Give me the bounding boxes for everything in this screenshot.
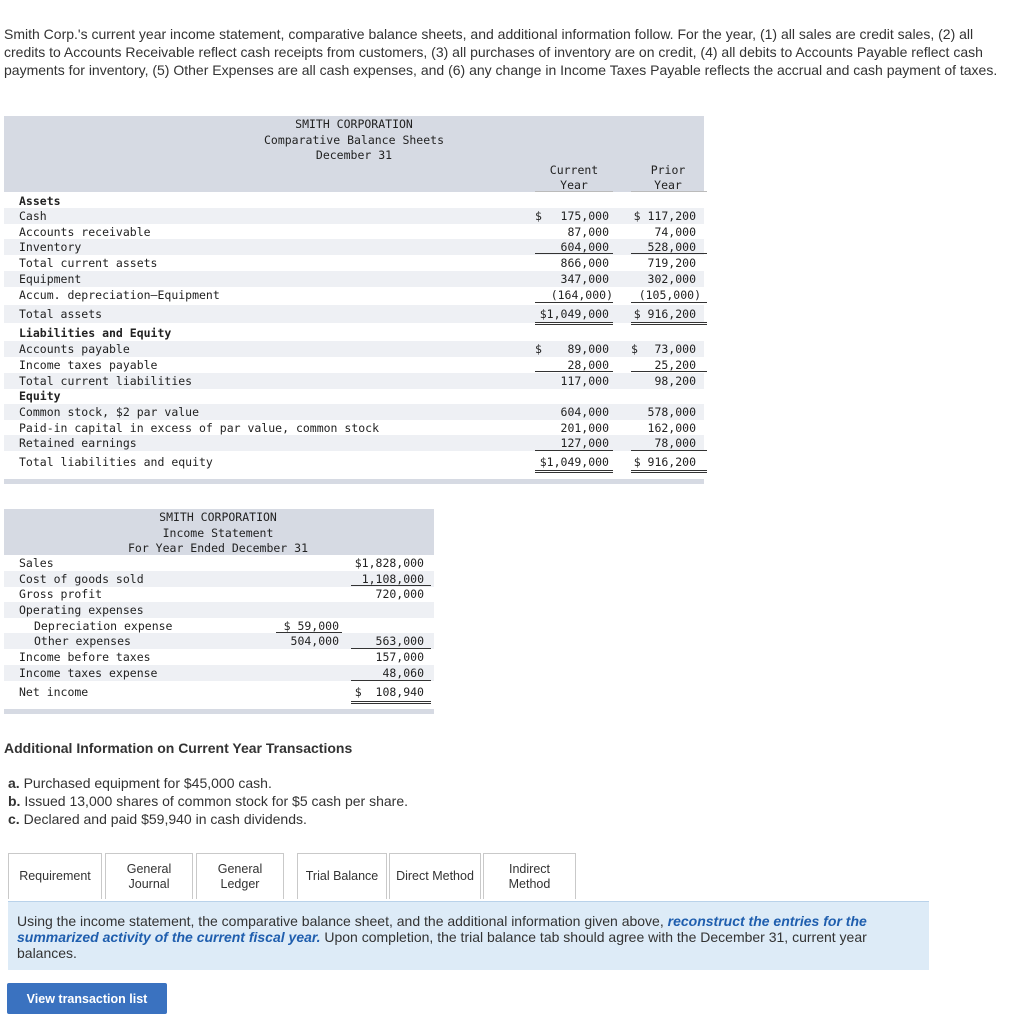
table-row: Total current liabilities 117,000 98,200	[4, 373, 704, 389]
table-row: Operating expenses	[4, 602, 434, 618]
assets-heading-row: Assets	[19, 194, 61, 208]
table-row: Total liabilities and equity $1,049,000 $ 916,200	[19, 455, 696, 469]
tab-indirect-method[interactable]: Indirect Method	[483, 853, 576, 899]
tab-general-ledger[interactable]: General Ledger	[196, 853, 284, 899]
col-header-current: Current Year	[549, 163, 599, 192]
table-row: Cash $ 175,000 $ 117,200	[4, 208, 704, 224]
balance-sheet-title	[254, 117, 454, 164]
additional-info-title: Additional Information on Current Year Transactions	[4, 740, 353, 756]
equity-heading-row: Equity	[19, 389, 61, 403]
statement-date: December 31	[315, 148, 393, 162]
income-statement	[4, 509, 434, 716]
additional-info-list	[8, 774, 408, 828]
table-row: Accounts payable $ 89,000 $ 73,000	[4, 341, 704, 357]
table-row: Income taxes payable 28,000 25,200	[19, 358, 696, 372]
requirement-text: Using the income statement, the comparative balance sheet, and the additional information given above, reconstruct the entries for the summarized activity of the current fiscal year. Upon completion, the trial balance tab should agree with the December 31, current year balances.	[17, 913, 867, 961]
table-row: Depreciation expense $ 59,000	[34, 619, 339, 633]
table-row: Income taxes expense 48,060	[4, 665, 434, 681]
income-statement-title: SMITH CORPORATION Income Statement For Year Ended December 31	[127, 510, 308, 555]
table-row: Total current assets 866,000 719,200	[19, 256, 696, 270]
balance-sheet	[4, 116, 704, 486]
list-item: b. Issued 13,000 shares of common stock for $5 cash per share.	[8, 793, 408, 809]
tab-requirement[interactable]: Requirement	[8, 853, 102, 899]
table-row: Net income $ 108,940	[19, 685, 424, 699]
table-row: Cost of goods sold 1,108,000	[4, 571, 434, 587]
table-row: Income before taxes 157,000	[19, 650, 424, 664]
list-item: c. Declared and paid $59,940 in cash dividends.	[8, 811, 307, 827]
table-row: Sales $1,828,000	[19, 556, 424, 570]
table-bottom-bar	[4, 709, 434, 714]
tab-trial-balance[interactable]: Trial Balance	[297, 853, 387, 899]
table-row: Gross profit 720,000	[19, 587, 424, 601]
view-transaction-list-button[interactable]: View transaction list	[7, 983, 167, 1014]
table-row: Inventory 604,000 528,000	[4, 239, 704, 255]
table-row: Total assets $1,049,000 $ 916,200	[4, 305, 704, 323]
problem-intro: Smith Corp.'s current year income statement, comparative balance sheets, and additional information follow. For the year, (1) all sales are credit sales, (2) all credits to Accounts Receivable reflect cash receipts from customers, (3) all purchases of inventory are on credit, (4) all debits to Accounts Payable reflect cash payments for inventory, (5) Other Expenses are all cash expenses, and (6) any change in Income Taxes Payable reflects the accrual and cash payment of taxes.	[4, 26, 998, 78]
table-row: Accum. depreciation—Equipment (164,000) (105,000)	[19, 288, 701, 302]
table-row: Retained earnings 127,000 78,000	[4, 435, 704, 451]
col-header-prior: Prior Year	[650, 163, 686, 192]
tab-direct-method[interactable]: Direct Method	[389, 853, 481, 899]
table-row: Paid-in capital in excess of par value, common stock 201,000 162,000	[19, 421, 696, 435]
table-row: Other expenses 504,000 563,000	[4, 633, 434, 649]
table-bottom-bar	[4, 479, 704, 484]
tab-general-journal[interactable]: General Journal	[105, 853, 193, 899]
table-row: Equipment 347,000 302,000	[4, 271, 704, 287]
company-name: SMITH CORPORATION	[295, 117, 413, 131]
statement-title: Comparative Balance Sheets	[263, 132, 444, 147]
liabilities-heading-row: Liabilities and Equity	[19, 326, 172, 340]
table-row: Accounts receivable 87,000 74,000	[19, 225, 696, 239]
table-row: Common stock, $2 par value 604,000 578,000	[4, 404, 704, 420]
requirement-panel	[8, 901, 929, 970]
list-item: a. Purchased equipment for $45,000 cash.	[8, 775, 272, 791]
